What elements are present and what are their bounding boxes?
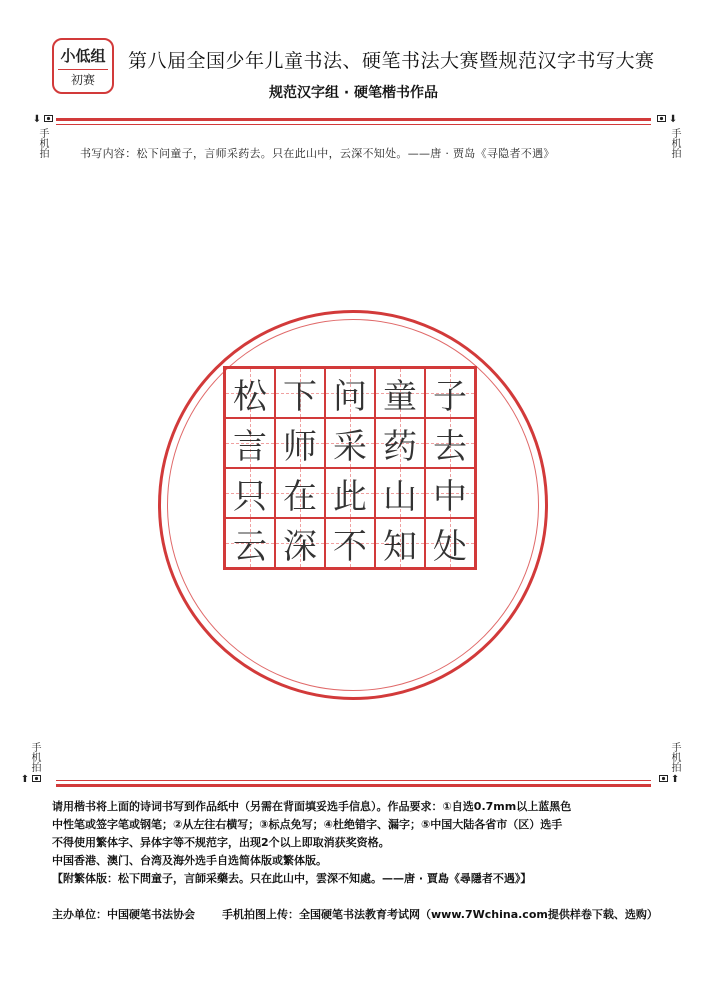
grid-cell: 药 xyxy=(375,418,425,468)
grid-cell: 童 xyxy=(375,368,425,418)
top-rule xyxy=(56,118,651,125)
phone-mark-bottom-left xyxy=(18,742,44,786)
badge-divider xyxy=(58,69,108,70)
grid-cell: 云 xyxy=(225,518,275,568)
camera-icon xyxy=(32,774,41,782)
grid-cell: 此 xyxy=(325,468,375,518)
grid-cell: 不 xyxy=(325,518,375,568)
grid-cell: 处 xyxy=(425,518,475,568)
arrow-up-icon: ⬆ xyxy=(20,774,30,785)
phone-label-bottom-right: 手机拍 xyxy=(669,742,680,772)
arrow-down-icon: ⬇ xyxy=(32,114,42,125)
camera-icon xyxy=(659,774,668,782)
organizer-text: 主办单位：中国硬笔书法协会 xyxy=(52,908,195,921)
grid-cell: 子 xyxy=(425,368,475,418)
phone-label-top-left: 手机拍 xyxy=(37,128,48,158)
grid-cell: 师 xyxy=(275,418,325,468)
grid-cell: 松 xyxy=(225,368,275,418)
grid-cell: 在 xyxy=(275,468,325,518)
arrow-up-icon: ⬆ xyxy=(670,774,680,785)
grid-cell: 知 xyxy=(375,518,425,568)
phone-mark-top-right xyxy=(654,114,680,158)
phone-mark-top-left xyxy=(30,114,56,158)
writing-content: 书写内容：松下问童子，言师采药去。只在此山中，云深不知处。——唐 · 贾岛《寻隐者不遇》 xyxy=(80,147,555,160)
instruction-line: 请用楷书将上面的诗词书写到作品纸中（另需在背面填妥选手信息）。作品要求：①自选0.7mm以上蓝黑色 xyxy=(52,800,572,813)
instruction-line: 中性笔或签字笔或钢笔；②从左往右横写；③标点免写；④杜绝错字、漏字；⑤中国大陆各省市（区）选手 xyxy=(52,818,563,831)
grid-cell: 深 xyxy=(275,518,325,568)
instruction-line: 中国香港、澳门、台湾及海外选手自选简体版或繁体版。 xyxy=(52,854,327,867)
grid-cell: 中 xyxy=(425,468,475,518)
bottom-rule xyxy=(56,780,651,787)
phone-mark-bottom-right xyxy=(656,742,682,786)
page-subtitle: 规范汉字组 · 硬笔楷书作品 xyxy=(268,85,439,101)
grid-cell: 只 xyxy=(225,468,275,518)
phone-label-top-right: 手机拍 xyxy=(669,128,680,158)
grid-cell: 问 xyxy=(325,368,375,418)
page-title: 第八届全国少年儿童书法、硬笔书法大赛暨规范汉字书写大赛 xyxy=(128,50,655,72)
grid-cell: 采 xyxy=(325,418,375,468)
grid-cell: 山 xyxy=(375,468,425,518)
grid-cell: 下 xyxy=(275,368,325,418)
instructions-block xyxy=(52,798,662,888)
grid-cell: 去 xyxy=(425,418,475,468)
instruction-line: 不得使用繁体字、异体字等不规范字，出现2个以上即取消获奖资格。 xyxy=(52,836,390,849)
upload-text: 手机拍图上传：全国硬笔书法教育考试网（www.7Wchina.com提供样卷下载、选购） xyxy=(222,908,658,921)
writing-grid xyxy=(225,368,475,568)
arrow-down-icon: ⬇ xyxy=(668,114,678,125)
phone-label-bottom-left: 手机拍 xyxy=(29,742,40,772)
badge-stage-label: 初赛 xyxy=(70,72,95,87)
instruction-line: 【附繁体版：松下問童子，言師采藥去。只在此山中，雲深不知處。——唐 · 賈島《尋隱者不遇》】 xyxy=(52,872,532,885)
camera-icon xyxy=(657,114,666,122)
badge-group-label: 小低组 xyxy=(60,46,106,65)
camera-icon xyxy=(44,114,53,122)
grid-cell: 言 xyxy=(225,418,275,468)
